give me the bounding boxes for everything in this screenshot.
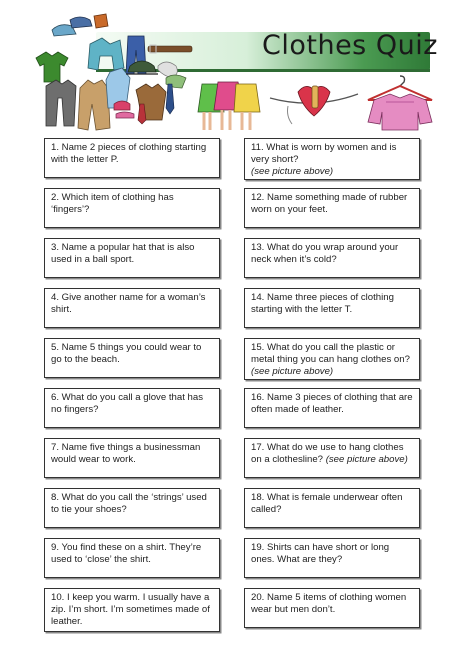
- picture-note: (see picture above): [251, 366, 334, 377]
- header: [0, 0, 474, 138]
- clothes-peg-illustration: [268, 76, 360, 134]
- clothes-collage-illustration: [30, 8, 210, 136]
- question-box: [244, 138, 420, 180]
- question-text: 3. Name a popular hat that is also used in a ball sport.: [51, 242, 195, 265]
- question-box: [44, 288, 220, 328]
- question-box: [44, 588, 220, 632]
- question-box: [244, 388, 420, 428]
- question-box: [244, 238, 420, 278]
- page-title: Clothes Quiz: [262, 30, 438, 61]
- question-box: [44, 188, 220, 228]
- question-text: 10. I keep you warm. I usually have a zip. I’m short. I’m sometimes made of leather.: [51, 592, 210, 627]
- question-text: 6. What do you call a glove that has no fingers?: [51, 392, 203, 415]
- question-text: 17. What do we use to hang clothes on a clothesline?: [251, 442, 404, 465]
- question-text: 16. Name 3 pieces of clothing that are often made of leather.: [251, 392, 413, 415]
- picture-note: (see picture above): [325, 454, 408, 465]
- question-text: 5. Name 5 things you could wear to go to the beach.: [51, 342, 202, 365]
- question-text: 2. Which item of clothing has ‘fingers’?: [51, 192, 174, 215]
- question-box: [244, 188, 420, 228]
- question-box: [244, 588, 420, 628]
- picture-note: (see picture above): [251, 166, 334, 177]
- question-text: 7. Name five things a businessman would wear to work.: [51, 442, 201, 465]
- question-box: [44, 388, 220, 428]
- skirts-illustration: [196, 74, 264, 134]
- question-text: 15. What do you call the plastic or metal thing you can hang clothes on?: [251, 342, 410, 365]
- question-box: [44, 438, 220, 478]
- question-text: 4. Give another name for a woman’s shirt.: [51, 292, 206, 315]
- question-text: 11. What is worn by women and is very short?: [251, 142, 397, 165]
- question-text: 14. Name three pieces of clothing starting with the letter T.: [251, 292, 394, 315]
- hanger-sweater-illustration: [360, 72, 440, 136]
- question-text: 12. Name something made of rubber worn on your feet.: [251, 192, 408, 215]
- question-box: [44, 238, 220, 278]
- question-box: [44, 338, 220, 378]
- question-text: 20. Name 5 items of clothing women wear but men don’t.: [251, 592, 407, 615]
- question-box: [44, 488, 220, 528]
- question-text: 13. What do you wrap around your neck when it’s cold?: [251, 242, 399, 265]
- question-box: [44, 138, 220, 178]
- question-text: 1. Name 2 pieces of clothing starting with the letter P.: [51, 142, 207, 165]
- question-text: 19. Shirts can have short or long ones. What are they?: [251, 542, 390, 565]
- question-text: 18. What is female underwear often called?: [251, 492, 403, 515]
- question-box: [44, 538, 220, 578]
- question-box: [244, 438, 420, 478]
- question-box: [244, 538, 420, 578]
- question-box: [244, 488, 420, 528]
- question-text: 9. You find these on a shirt. They’re used to ‘close’ the shirt.: [51, 542, 202, 565]
- question-box: [244, 338, 420, 380]
- question-text: 8. What do you call the ‘strings’ used to tie your shoes?: [51, 492, 207, 515]
- question-box: [244, 288, 420, 328]
